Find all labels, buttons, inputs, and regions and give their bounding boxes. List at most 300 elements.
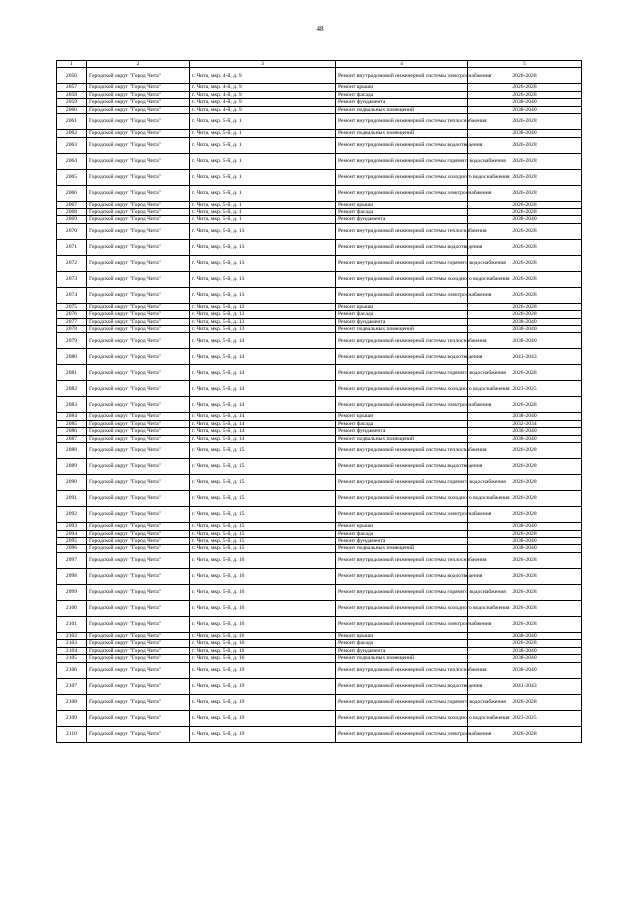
address-cell: г. Чита, мкр. 5-й, д. 13 <box>190 287 336 303</box>
row-number: 2108 <box>57 694 87 710</box>
row-number: 2072 <box>57 255 87 271</box>
row-number: 2091 <box>57 491 87 507</box>
municipality-cell: Городской округ "Город Чита" <box>87 600 190 616</box>
table-row <box>57 584 582 600</box>
row-number: 2103 <box>57 640 87 647</box>
row-number: 2078 <box>57 326 87 333</box>
work-type-cell: Ремонт крыши <box>336 632 468 639</box>
work-type-cell: Ремонт внутридомовой инженерной системы водоотведения <box>336 678 468 694</box>
table-row <box>57 491 582 507</box>
row-number: 2075 <box>57 303 87 310</box>
row-number: 2074 <box>57 287 87 303</box>
municipality-cell: Городской округ "Город Чита" <box>87 303 190 310</box>
row-number: 2104 <box>57 647 87 654</box>
table-row <box>57 523 582 530</box>
municipality-cell: Городской округ "Город Чита" <box>87 311 190 318</box>
period-cell: 2026-2028 <box>468 365 582 381</box>
municipality-cell: Городской округ "Город Чита" <box>87 130 190 137</box>
address-cell: г. Чита, мкр. 5-й, д. 15 <box>190 545 336 552</box>
municipality-cell: Городской округ "Город Чита" <box>87 552 190 568</box>
period-cell: 2026-2028 <box>468 507 582 523</box>
address-cell: г. Чита, мкр. 5-й, д. 15 <box>190 475 336 491</box>
municipality-cell: Городской округ "Город Чита" <box>87 523 190 530</box>
table-row <box>57 443 582 459</box>
table-row <box>57 365 582 381</box>
table-row <box>57 413 582 420</box>
period-cell: 2038-2040 <box>468 545 582 552</box>
municipality-cell: Городской округ "Город Чита" <box>87 349 190 365</box>
address-cell: г. Чита, мкр. 5-й, д. 15 <box>190 443 336 459</box>
municipality-cell: Городской округ "Город Чита" <box>87 491 190 507</box>
row-number: 2092 <box>57 507 87 523</box>
column-header: 1 <box>57 61 87 68</box>
row-number: 2095 <box>57 538 87 545</box>
period-cell: 2026-2028 <box>468 185 582 201</box>
row-number: 2094 <box>57 530 87 537</box>
municipality-cell: Городской округ "Город Чита" <box>87 365 190 381</box>
municipality-cell: Городской округ "Город Чита" <box>87 616 190 632</box>
address-cell: г. Чита, мкр. 5-й, д. 13 <box>190 271 336 287</box>
row-number: 2106 <box>57 662 87 678</box>
row-number: 2098 <box>57 568 87 584</box>
table-row <box>57 137 582 153</box>
table-row <box>57 271 582 287</box>
period-cell: 2038-2040 <box>468 632 582 639</box>
municipality-cell: Городской округ "Город Чита" <box>87 91 190 98</box>
period-cell: 2026-2028 <box>468 153 582 169</box>
table-row <box>57 435 582 442</box>
work-type-cell: Ремонт фасада <box>336 208 468 215</box>
table-row <box>57 106 582 113</box>
address-cell: г. Чита, мкр. 5-й, д. 15 <box>190 530 336 537</box>
work-type-cell: Ремонт внутридомовой инженерной системы теплоснабжения <box>336 114 468 130</box>
row-number: 2100 <box>57 600 87 616</box>
period-cell: 2038-2040 <box>468 655 582 662</box>
row-number: 2101 <box>57 616 87 632</box>
table-row <box>57 428 582 435</box>
municipality-cell: Городской округ "Город Чита" <box>87 99 190 106</box>
table-row <box>57 552 582 568</box>
work-type-cell: Ремонт фундамента <box>336 647 468 654</box>
address-cell: г. Чита, мкр. 5-й, д. 1 <box>190 208 336 215</box>
period-cell: 2026-2028 <box>468 530 582 537</box>
table-row <box>57 84 582 91</box>
row-number: 2057 <box>57 84 87 91</box>
address-cell: г. Чита, мкр. 4-й, д. 9 <box>190 106 336 113</box>
address-cell: г. Чита, мкр. 4-й, д. 9 <box>190 99 336 106</box>
table-row <box>57 381 582 397</box>
work-type-cell: Ремонт внутридомовой инженерной системы горячего водоснабжения <box>336 475 468 491</box>
row-number: 2082 <box>57 381 87 397</box>
municipality-cell: Городской округ "Город Чита" <box>87 678 190 694</box>
period-cell: 2026-2028 <box>468 397 582 413</box>
work-type-cell: Ремонт фасада <box>336 530 468 537</box>
table-body <box>57 68 582 742</box>
period-cell: 2026-2028 <box>468 640 582 647</box>
table-row <box>57 349 582 365</box>
work-type-cell: Ремонт внутридомовой инженерной системы теплоснабжения <box>336 223 468 239</box>
table-row <box>57 68 582 84</box>
table-row <box>57 694 582 710</box>
period-cell: 2026-2028 <box>468 137 582 153</box>
period-cell: 2026-2028 <box>468 84 582 91</box>
municipality-cell: Городской округ "Город Чита" <box>87 640 190 647</box>
municipality-cell: Городской округ "Город Чита" <box>87 545 190 552</box>
table-row <box>57 397 582 413</box>
municipality-cell: Городской округ "Город Чита" <box>87 318 190 325</box>
period-cell: 2026-2028 <box>468 91 582 98</box>
address-cell: г. Чита, мкр. 5-й, д. 1 <box>190 153 336 169</box>
table-row <box>57 459 582 475</box>
period-cell: 2026-2028 <box>468 443 582 459</box>
municipality-cell: Городской округ "Город Чита" <box>87 84 190 91</box>
work-type-cell: Ремонт внутридомовой инженерной системы водоотведения <box>336 568 468 584</box>
work-type-cell: Ремонт подвальных помещений <box>336 326 468 333</box>
table-row <box>57 303 582 310</box>
work-type-cell: Ремонт внутридомовой инженерной системы теплоснабжения <box>336 333 468 349</box>
row-number: 2065 <box>57 169 87 185</box>
table-row <box>57 114 582 130</box>
municipality-cell: Городской округ "Город Чита" <box>87 333 190 349</box>
address-cell: г. Чита, мкр. 5-й, д. 1 <box>190 201 336 208</box>
row-number: 2102 <box>57 632 87 639</box>
period-cell: 2038-2040 <box>468 647 582 654</box>
period-cell: 2026-2028 <box>468 271 582 287</box>
period-cell: 2026-2028 <box>468 584 582 600</box>
row-number: 2107 <box>57 678 87 694</box>
period-cell: 2032-2034 <box>468 420 582 427</box>
table-row <box>57 333 582 349</box>
period-cell: 2023-2025 <box>468 381 582 397</box>
address-cell: г. Чита, мкр. 5-й, д. 14 <box>190 349 336 365</box>
municipality-cell: Городской округ "Город Чита" <box>87 114 190 130</box>
work-type-cell: Ремонт внутридомовой инженерной системы холодного водоснабжения <box>336 491 468 507</box>
municipality-cell: Городской округ "Город Чита" <box>87 710 190 726</box>
table-row <box>57 99 582 106</box>
row-number: 2109 <box>57 710 87 726</box>
period-cell: 2038-2040 <box>468 333 582 349</box>
address-cell: г. Чита, мкр. 5-й, д. 15 <box>190 459 336 475</box>
period-cell: 2026-2028 <box>468 600 582 616</box>
row-number: 2099 <box>57 584 87 600</box>
row-number: 2059 <box>57 99 87 106</box>
address-cell: г. Чита, мкр. 5-й, д. 1 <box>190 216 336 223</box>
table-row <box>57 326 582 333</box>
row-number: 2080 <box>57 349 87 365</box>
column-header: 5 <box>468 61 582 68</box>
period-cell: 2026-2028 <box>468 223 582 239</box>
address-cell: г. Чита, мкр. 5-й, д. 14 <box>190 435 336 442</box>
work-type-cell: Ремонт крыши <box>336 413 468 420</box>
table-row <box>57 287 582 303</box>
address-cell: г. Чита, мкр. 5-й, д. 13 <box>190 223 336 239</box>
address-cell: г. Чита, мкр. 5-й, д. 13 <box>190 239 336 255</box>
row-number: 2063 <box>57 137 87 153</box>
table-row <box>57 169 582 185</box>
table-row <box>57 239 582 255</box>
table-row <box>57 616 582 632</box>
work-type-cell: Ремонт крыши <box>336 201 468 208</box>
period-cell: 2026-2028 <box>468 311 582 318</box>
work-type-cell: Ремонт внутридомовой инженерной системы горячего водоснабжения <box>336 365 468 381</box>
address-cell: г. Чита, мкр. 5-й, д. 1 <box>190 137 336 153</box>
table-row <box>57 530 582 537</box>
work-type-cell: Ремонт подвальных помещений <box>336 545 468 552</box>
period-cell: 2038-2040 <box>468 428 582 435</box>
work-type-cell: Ремонт внутридомовой инженерной системы теплоснабжения <box>336 552 468 568</box>
address-cell: г. Чита, мкр. 5-й, д. 1 <box>190 169 336 185</box>
address-cell: г. Чита, мкр. 5-й, д. 14 <box>190 397 336 413</box>
municipality-cell: Городской округ "Город Чита" <box>87 397 190 413</box>
work-type-cell: Ремонт крыши <box>336 523 468 530</box>
table-row <box>57 678 582 694</box>
address-cell: г. Чита, мкр. 5-й, д. 16 <box>190 655 336 662</box>
period-cell: 2026-2028 <box>468 616 582 632</box>
address-cell: г. Чита, мкр. 5-й, д. 16 <box>190 632 336 639</box>
work-type-cell: Ремонт фундамента <box>336 538 468 545</box>
address-cell: г. Чита, мкр. 5-й, д. 15 <box>190 538 336 545</box>
table-row <box>57 710 582 726</box>
address-cell: г. Чита, мкр. 5-й, д. 16 <box>190 568 336 584</box>
municipality-cell: Городской округ "Город Чита" <box>87 584 190 600</box>
municipality-cell: Городской округ "Город Чита" <box>87 568 190 584</box>
period-cell: 2026-2028 <box>468 303 582 310</box>
row-number: 2076 <box>57 311 87 318</box>
table-row <box>57 318 582 325</box>
address-cell: г. Чита, мкр. 5-й, д. 1 <box>190 114 336 130</box>
row-number: 2087 <box>57 435 87 442</box>
municipality-cell: Городской округ "Город Чита" <box>87 239 190 255</box>
period-cell: 2026-2028 <box>468 201 582 208</box>
row-number: 2056 <box>57 68 87 84</box>
municipality-cell: Городской округ "Город Чита" <box>87 169 190 185</box>
period-cell: 2026-2028 <box>468 694 582 710</box>
table-row <box>57 600 582 616</box>
work-type-cell: Ремонт внутридомовой инженерной системы горячего водоснабжения <box>336 694 468 710</box>
address-cell: г. Чита, мкр. 5-й, д. 13 <box>190 303 336 310</box>
column-header: 4 <box>336 61 468 68</box>
row-number: 2070 <box>57 223 87 239</box>
work-type-cell: Ремонт фундамента <box>336 99 468 106</box>
column-header: 2 <box>87 61 190 68</box>
municipality-cell: Городской округ "Город Чита" <box>87 655 190 662</box>
work-type-cell: Ремонт фасада <box>336 640 468 647</box>
municipality-cell: Городской округ "Город Чита" <box>87 255 190 271</box>
table-row <box>57 655 582 662</box>
address-cell: г. Чита, мкр. 5-й, д. 1 <box>190 185 336 201</box>
address-cell: г. Чита, мкр. 5-й, д. 16 <box>190 647 336 654</box>
address-cell: г. Чита, мкр. 4-й, д. 9 <box>190 84 336 91</box>
period-cell: 2038-2040 <box>468 538 582 545</box>
address-cell: г. Чита, мкр. 5-й, д. 1 <box>190 130 336 137</box>
row-number: 2083 <box>57 397 87 413</box>
address-cell: г. Чита, мкр. 5-й, д. 16 <box>190 552 336 568</box>
row-number: 2064 <box>57 153 87 169</box>
municipality-cell: Городской округ "Город Чита" <box>87 538 190 545</box>
address-cell: г. Чита, мкр. 5-й, д. 13 <box>190 311 336 318</box>
period-cell: 2026-2028 <box>468 169 582 185</box>
work-type-cell: Ремонт внутридомовой инженерной системы холодного водоснабжения <box>336 169 468 185</box>
work-type-cell: Ремонт фундамента <box>336 318 468 325</box>
repair-program-table <box>56 60 582 743</box>
municipality-cell: Городской округ "Город Чита" <box>87 223 190 239</box>
period-cell: 2041-2043 <box>468 678 582 694</box>
period-cell: 2041-2043 <box>468 349 582 365</box>
work-type-cell: Ремонт внутридомовой инженерной системы водоотведения <box>336 459 468 475</box>
municipality-cell: Городской округ "Город Чита" <box>87 201 190 208</box>
row-number: 2097 <box>57 552 87 568</box>
work-type-cell: Ремонт внутридомовой инженерной системы горячего водоснабжения <box>336 584 468 600</box>
table-row <box>57 475 582 491</box>
table-header-row <box>57 61 582 68</box>
work-type-cell: Ремонт внутридомовой инженерной системы электроснабжения <box>336 397 468 413</box>
period-cell: 2026-2028 <box>468 459 582 475</box>
municipality-cell: Городской округ "Город Чита" <box>87 68 190 84</box>
row-number: 2069 <box>57 216 87 223</box>
address-cell: г. Чита, мкр. 5-й, д. 13 <box>190 326 336 333</box>
row-number: 2088 <box>57 443 87 459</box>
municipality-cell: Городской округ "Город Чита" <box>87 694 190 710</box>
municipality-cell: Городской округ "Город Чита" <box>87 381 190 397</box>
municipality-cell: Городской округ "Город Чита" <box>87 413 190 420</box>
row-number: 2096 <box>57 545 87 552</box>
work-type-cell: Ремонт подвальных помещений <box>336 130 468 137</box>
work-type-cell: Ремонт подвальных помещений <box>336 435 468 442</box>
period-cell: 2026-2028 <box>468 287 582 303</box>
table-row <box>57 223 582 239</box>
row-number: 2058 <box>57 91 87 98</box>
municipality-cell: Городской округ "Город Чита" <box>87 326 190 333</box>
address-cell: г. Чита, мкр. 5-й, д. 16 <box>190 640 336 647</box>
work-type-cell: Ремонт внутридомовой инженерной системы электроснабжения <box>336 185 468 201</box>
table-row <box>57 185 582 201</box>
work-type-cell: Ремонт внутридомовой инженерной системы водоотведения <box>336 137 468 153</box>
address-cell: г. Чита, мкр. 5-й, д. 19 <box>190 710 336 726</box>
work-type-cell: Ремонт подвальных помещений <box>336 655 468 662</box>
table-row <box>57 538 582 545</box>
row-number: 2067 <box>57 201 87 208</box>
municipality-cell: Городской округ "Город Чита" <box>87 459 190 475</box>
work-type-cell: Ремонт крыши <box>336 303 468 310</box>
work-type-cell: Ремонт фасада <box>336 91 468 98</box>
address-cell: г. Чита, мкр. 4-й, д. 9 <box>190 68 336 84</box>
row-number: 2085 <box>57 420 87 427</box>
municipality-cell: Городской округ "Город Чита" <box>87 216 190 223</box>
table-row <box>57 420 582 427</box>
table-row <box>57 130 582 137</box>
period-cell: 2038-2040 <box>468 318 582 325</box>
municipality-cell: Городской округ "Город Чита" <box>87 106 190 113</box>
work-type-cell: Ремонт внутридомовой инженерной системы электроснабжения <box>336 507 468 523</box>
work-type-cell: Ремонт внутридомовой инженерной системы горячего водоснабжения <box>336 153 468 169</box>
table-row <box>57 311 582 318</box>
work-type-cell: Ремонт фасада <box>336 420 468 427</box>
period-cell: 2038-2040 <box>468 216 582 223</box>
address-cell: г. Чита, мкр. 5-й, д. 14 <box>190 333 336 349</box>
row-number: 2071 <box>57 239 87 255</box>
table-row <box>57 632 582 639</box>
table-row <box>57 568 582 584</box>
address-cell: г. Чита, мкр. 5-й, д. 19 <box>190 662 336 678</box>
period-cell: 2038-2040 <box>468 413 582 420</box>
period-cell: 2038-2040 <box>468 106 582 113</box>
work-type-cell: Ремонт внутридомовой инженерной системы электроснабжения <box>336 726 468 742</box>
column-header: 3 <box>190 61 336 68</box>
row-number: 2105 <box>57 655 87 662</box>
work-type-cell: Ремонт фундамента <box>336 216 468 223</box>
row-number: 2068 <box>57 208 87 215</box>
address-cell: г. Чита, мкр. 5-й, д. 14 <box>190 428 336 435</box>
work-type-cell: Ремонт внутридомовой инженерной системы теплоснабжения <box>336 662 468 678</box>
table-row <box>57 91 582 98</box>
work-type-cell: Ремонт внутридомовой инженерной системы холодного водоснабжения <box>336 381 468 397</box>
municipality-cell: Городской округ "Город Чита" <box>87 271 190 287</box>
work-type-cell: Ремонт внутридомовой инженерной системы водоотведения <box>336 239 468 255</box>
municipality-cell: Городской округ "Город Чита" <box>87 475 190 491</box>
address-cell: г. Чита, мкр. 5-й, д. 14 <box>190 365 336 381</box>
table-row <box>57 640 582 647</box>
municipality-cell: Городской округ "Город Чита" <box>87 507 190 523</box>
municipality-cell: Городской округ "Город Чита" <box>87 153 190 169</box>
municipality-cell: Городской округ "Город Чита" <box>87 435 190 442</box>
row-number: 2093 <box>57 523 87 530</box>
municipality-cell: Городской округ "Город Чита" <box>87 287 190 303</box>
row-number: 2062 <box>57 130 87 137</box>
table-row <box>57 255 582 271</box>
address-cell: г. Чита, мкр. 5-й, д. 14 <box>190 381 336 397</box>
address-cell: г. Чита, мкр. 5-й, д. 19 <box>190 726 336 742</box>
municipality-cell: Городской округ "Город Чита" <box>87 726 190 742</box>
period-cell: 2026-2028 <box>468 491 582 507</box>
address-cell: г. Чита, мкр. 5-й, д. 19 <box>190 678 336 694</box>
period-cell: 2026-2028 <box>468 68 582 84</box>
page-number: 48 <box>316 25 324 33</box>
municipality-cell: Городской округ "Город Чита" <box>87 662 190 678</box>
address-cell: г. Чита, мкр. 5-й, д. 16 <box>190 616 336 632</box>
row-number: 2090 <box>57 475 87 491</box>
period-cell: 2038-2040 <box>468 523 582 530</box>
work-type-cell: Ремонт фундамента <box>336 428 468 435</box>
table-row <box>57 507 582 523</box>
address-cell: г. Чита, мкр. 5-й, д. 14 <box>190 413 336 420</box>
municipality-cell: Городской округ "Город Чита" <box>87 647 190 654</box>
period-cell: 2026-2028 <box>468 726 582 742</box>
period-cell: 2038-2040 <box>468 99 582 106</box>
work-type-cell: Ремонт внутридомовой инженерной системы холодного водоснабжения <box>336 271 468 287</box>
period-cell: 2026-2028 <box>468 255 582 271</box>
row-number: 2079 <box>57 333 87 349</box>
work-type-cell: Ремонт внутридомовой инженерной системы электроснабжения <box>336 616 468 632</box>
table-row <box>57 208 582 215</box>
work-type-cell: Ремонт подвальных помещений <box>336 106 468 113</box>
period-cell: 2038-2040 <box>468 662 582 678</box>
row-number: 2060 <box>57 106 87 113</box>
work-type-cell: Ремонт внутридомовой инженерной системы холодного водоснабжения <box>336 600 468 616</box>
municipality-cell: Городской округ "Город Чита" <box>87 185 190 201</box>
work-type-cell: Ремонт внутридомовой инженерной системы электроснабжения <box>336 287 468 303</box>
work-type-cell: Ремонт внутридомовой инженерной системы теплоснабжения <box>336 443 468 459</box>
table-row <box>57 216 582 223</box>
work-type-cell: Ремонт крыши <box>336 84 468 91</box>
address-cell: г. Чита, мкр. 5-й, д. 16 <box>190 600 336 616</box>
period-cell: 2026-2028 <box>468 552 582 568</box>
work-type-cell: Ремонт внутридомовой инженерной системы горячего водоснабжения <box>336 255 468 271</box>
period-cell: 2026-2028 <box>468 208 582 215</box>
period-cell: 2038-2040 <box>468 435 582 442</box>
period-cell: 2026-2028 <box>468 568 582 584</box>
table-row <box>57 201 582 208</box>
work-type-cell: Ремонт фасада <box>336 311 468 318</box>
